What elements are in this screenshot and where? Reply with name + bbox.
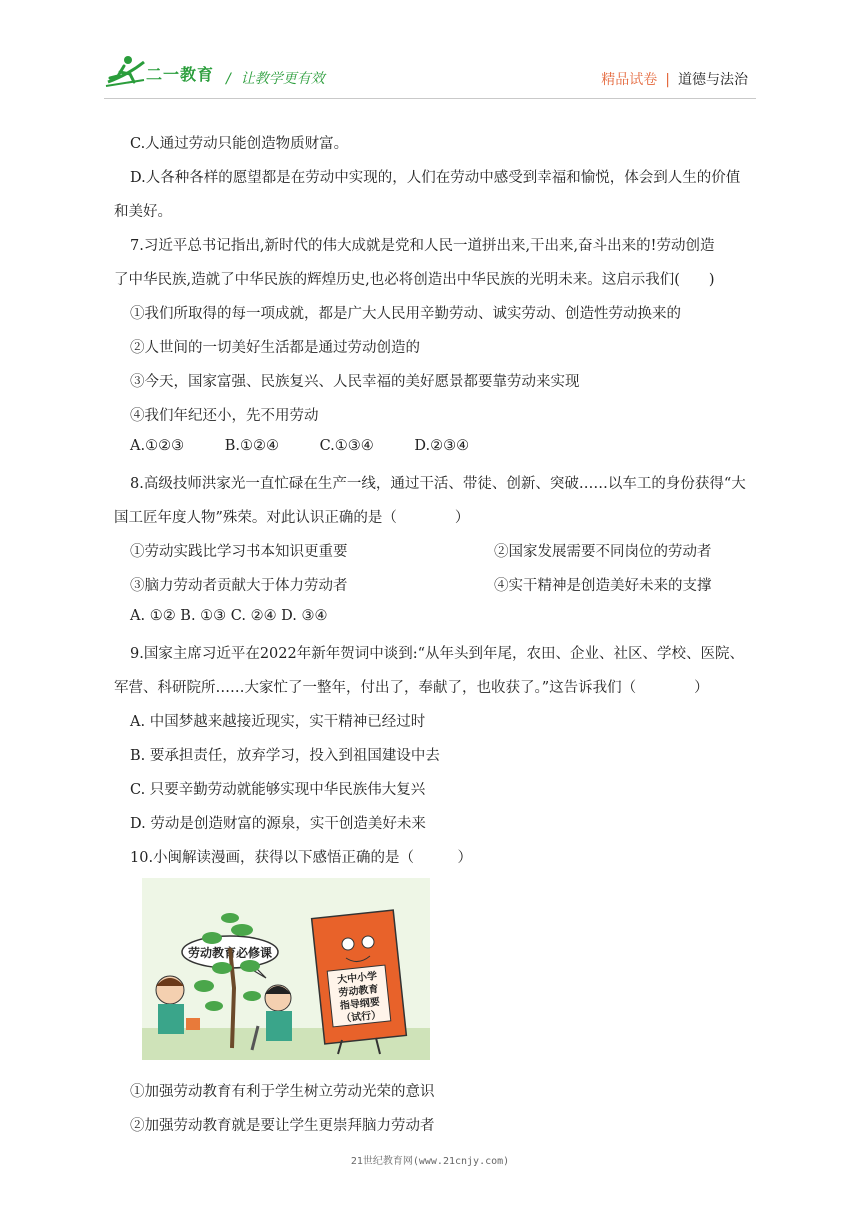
q7-choice-a: A.①②③ — [130, 438, 185, 454]
q6-option-c: C.人通过劳动只能创造物质财富。 — [130, 136, 349, 152]
q7-choice-c: C.①③④ — [319, 438, 374, 454]
q8-stem-line2: 国工匠年度人物”殊荣。对此认识正确的是（ ） — [114, 510, 470, 526]
q7-stem-line1: 7.习近平总书记指出,新时代的伟大成就是党和人民一道拼出来,干出来,奋斗出来的!劳动创造 — [130, 238, 715, 254]
brand-name: 二一教育 — [146, 65, 215, 84]
header-tag: 精品试卷 | 道德与法治 — [601, 72, 748, 88]
q7-choice-d: D.②③④ — [414, 438, 470, 454]
q7-statement-4: ④我们年纪还小，先不用劳动 — [130, 408, 319, 424]
q9-choice-b: B. 要承担责任，放弃学习，投入到祖国建设中去 — [130, 748, 440, 764]
q8-statement-2: ②国家发展需要不同岗位的劳动者 — [494, 544, 712, 560]
q7-choice-b: B.①②④ — [224, 438, 279, 454]
q7-statement-2: ②人世间的一切美好生活都是通过劳动创造的 — [130, 340, 420, 356]
book-title-line2: 劳动教育 — [338, 983, 379, 1000]
book-character — [312, 910, 407, 1054]
bubble-text: 劳动教育必修课 — [187, 946, 273, 960]
book-title-line4: （试行） — [340, 1009, 382, 1025]
q8-answer-choices: A. ①② B. ①③ C. ②④ D. ③④ — [130, 608, 328, 624]
page-header — [0, 0, 860, 104]
q7-statement-1: ①我们所取得的每一项成就，都是广大人民用辛勤劳动、诚实劳动、创造性劳动换来的 — [130, 306, 681, 322]
q9-choice-c: C. 只要辛勤劳动就能够实现中华民族伟大复兴 — [130, 782, 426, 798]
q8-statement-4: ④实干精神是创造美好未来的支撑 — [494, 578, 712, 594]
q9-choice-d: D. 劳动是创造财富的源泉，实干创造美好未来 — [130, 816, 426, 832]
q7-statement-3: ③今天，国家富强、民族复兴、人民幸福的美好愿景都要靠劳动来实现 — [130, 374, 580, 390]
book-title-line1: 大中小学 — [336, 971, 378, 987]
slogan: / 让教学更有效 — [226, 71, 325, 87]
labor-education-cartoon — [142, 878, 430, 1060]
q10-statement-1: ①加强劳动教育有利于学生树立劳动光荣的意识 — [130, 1084, 435, 1100]
q8-statement-3: ③脑力劳动者贡献大于体力劳动者 — [130, 578, 348, 594]
q8-statement-1: ①劳动实践比学习书本知识更重要 — [130, 544, 348, 560]
q7-stem-line2: 了中华民族,造就了中华民族的辉煌历史,也必将创造出中华民族的光明未来。这启示我们( ) — [114, 272, 715, 288]
tag-premium: 精品试卷 — [601, 72, 658, 88]
watering-can-icon — [186, 1018, 200, 1030]
q9-choice-a: A. 中国梦越来越接近现实，实干精神已经过时 — [130, 714, 426, 730]
q9-stem-line2: 军营、科研院所……大家忙了一整年，付出了，奉献了，也收获了。”这告诉我们（ ） — [114, 680, 709, 696]
header-divider — [104, 98, 756, 99]
q7-answer-choices — [130, 438, 505, 454]
q6-option-d-line2: 和美好。 — [114, 204, 172, 220]
book-title-line3: 指导纲要 — [339, 996, 381, 1013]
q10-statement-2: ②加强劳动教育就是要让学生更崇拜脑力劳动者 — [130, 1118, 435, 1134]
q8-stem-line1: 8.高级技师洪家光一直忙碌在生产一线，通过干活、带徒、创新、突破……以车工的身份获得“大 — [130, 476, 746, 492]
tag-subject: 道德与法治 — [678, 72, 748, 88]
q6-option-d-line1: D.人各种各样的愿望都是在劳动中实现的，人们在劳动中感受到幸福和愉悦，体会到人生的价值 — [130, 170, 741, 186]
page-footer: 21世纪教育网(www.21cnjy.com) — [350, 1156, 510, 1167]
slogan-text: 让教学更有效 — [240, 71, 325, 87]
q10-stem: 10.小闽解读漫画，获得以下感悟正确的是（ ） — [130, 850, 473, 866]
q9-stem-line1: 9.国家主席习近平在2022年新年贺词中谈到:“从年头到年尾，农田、企业、社区、学校、医院、 — [130, 646, 745, 662]
